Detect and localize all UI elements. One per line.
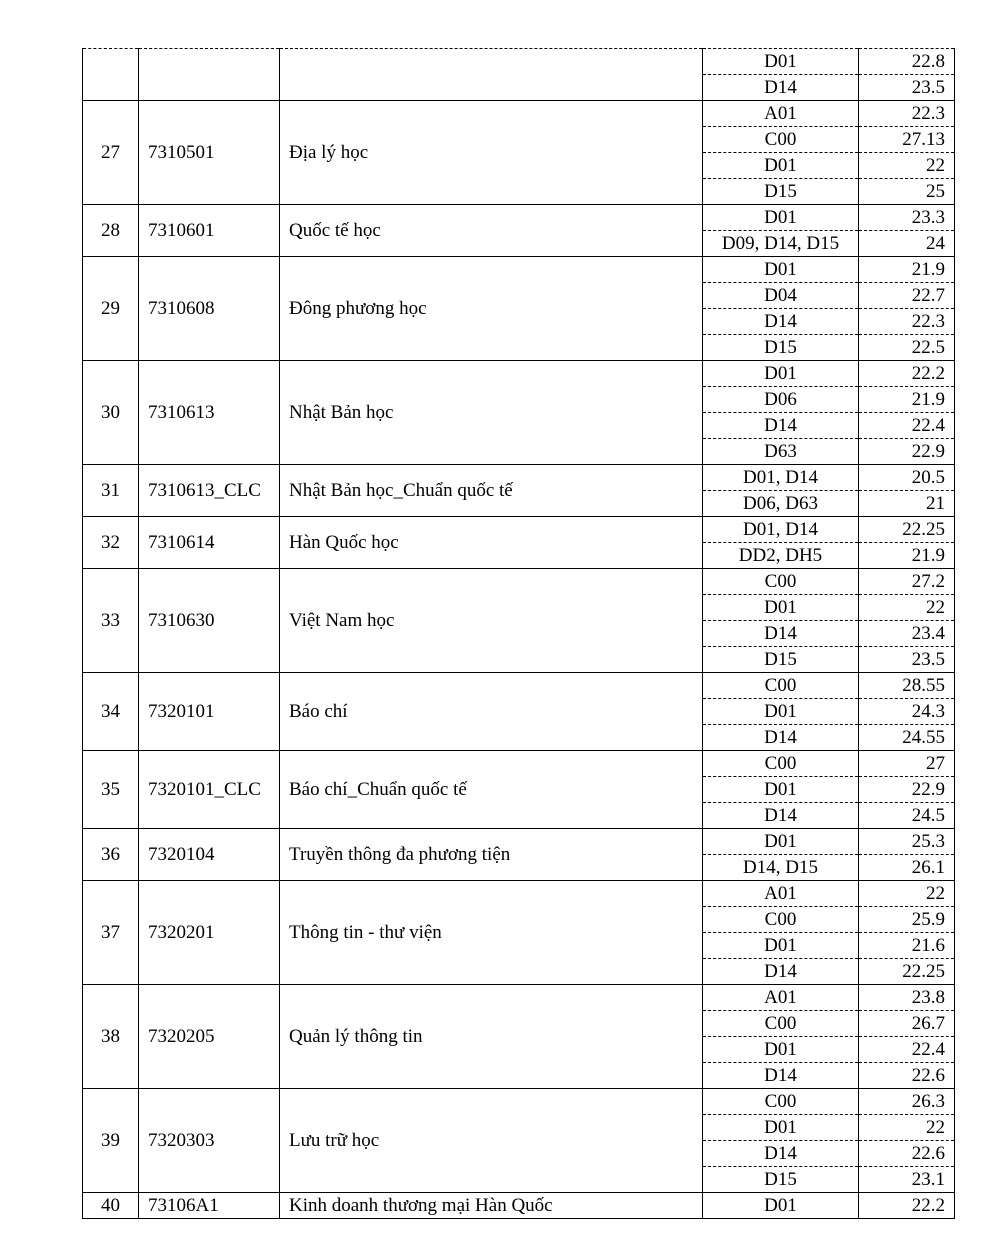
subject-combination: C00 <box>703 907 859 933</box>
subject-combination: D15 <box>703 335 859 361</box>
major-code: 7310608 <box>139 257 280 361</box>
admission-score: 21.9 <box>859 543 955 569</box>
major-index: 27 <box>83 101 139 205</box>
admission-score: 21.9 <box>859 257 955 283</box>
admission-score: 22.3 <box>859 309 955 335</box>
major-name: Thông tin - thư viện <box>280 881 703 985</box>
subject-combination: C00 <box>703 569 859 595</box>
major-name: Kinh doanh thương mại Hàn Quốc <box>280 1193 703 1219</box>
major-index: 29 <box>83 257 139 361</box>
admission-score: 22.2 <box>859 361 955 387</box>
major-index: 28 <box>83 205 139 257</box>
subject-combination: D01 <box>703 933 859 959</box>
major-code: 7310614 <box>139 517 280 569</box>
table-row <box>83 517 955 543</box>
major-index: 38 <box>83 985 139 1089</box>
admission-score: 23.4 <box>859 621 955 647</box>
subject-combination: D14 <box>703 621 859 647</box>
subject-combination: D01 <box>703 205 859 231</box>
admission-score: 24.5 <box>859 803 955 829</box>
subject-combination: D06 <box>703 387 859 413</box>
major-index <box>83 49 139 101</box>
major-name: Nhật Bản học <box>280 361 703 465</box>
table-row <box>83 49 955 75</box>
admission-score: 22.4 <box>859 413 955 439</box>
subject-combination: D14 <box>703 1063 859 1089</box>
admission-score: 22.25 <box>859 959 955 985</box>
major-code: 7310601 <box>139 205 280 257</box>
subject-combination: D01, D14 <box>703 517 859 543</box>
subject-combination: D01 <box>703 361 859 387</box>
admission-score: 22.6 <box>859 1141 955 1167</box>
admission-score: 22 <box>859 153 955 179</box>
admission-score: 22.3 <box>859 101 955 127</box>
subject-combination: D01 <box>703 49 859 75</box>
major-code: 7320101 <box>139 673 280 751</box>
major-code: 7310613 <box>139 361 280 465</box>
admission-score: 22.8 <box>859 49 955 75</box>
major-code: 7310630 <box>139 569 280 673</box>
table-row <box>83 465 955 491</box>
admission-score: 27.2 <box>859 569 955 595</box>
major-name: Báo chí_Chuẩn quốc tế <box>280 751 703 829</box>
table-row <box>83 751 955 777</box>
table-row <box>83 1089 955 1115</box>
subject-combination: C00 <box>703 673 859 699</box>
admission-score: 22 <box>859 1115 955 1141</box>
admission-score-table <box>82 48 955 1219</box>
admission-score: 22.9 <box>859 439 955 465</box>
admission-score: 22.5 <box>859 335 955 361</box>
major-name: Quốc tế học <box>280 205 703 257</box>
subject-combination: D14, D15 <box>703 855 859 881</box>
subject-combination: D14 <box>703 959 859 985</box>
major-index: 34 <box>83 673 139 751</box>
major-code: 7320201 <box>139 881 280 985</box>
major-index: 35 <box>83 751 139 829</box>
subject-combination: D01 <box>703 1115 859 1141</box>
admission-score: 22.9 <box>859 777 955 803</box>
admission-score: 26.7 <box>859 1011 955 1037</box>
table-row <box>83 673 955 699</box>
subject-combination: D06, D63 <box>703 491 859 517</box>
admission-score: 22.4 <box>859 1037 955 1063</box>
subject-combination: A01 <box>703 881 859 907</box>
major-name: Truyền thông đa phương tiện <box>280 829 703 881</box>
major-index: 32 <box>83 517 139 569</box>
major-code <box>139 49 280 101</box>
major-code: 7320205 <box>139 985 280 1089</box>
major-index: 37 <box>83 881 139 985</box>
table-row <box>83 881 955 907</box>
admission-score: 20.5 <box>859 465 955 491</box>
table-row <box>83 101 955 127</box>
table-row <box>83 569 955 595</box>
subject-combination: D14 <box>703 309 859 335</box>
table-row <box>83 1193 955 1219</box>
major-index: 40 <box>83 1193 139 1219</box>
subject-combination: D14 <box>703 725 859 751</box>
table-row <box>83 257 955 283</box>
subject-combination: C00 <box>703 751 859 777</box>
subject-combination: C00 <box>703 1089 859 1115</box>
subject-combination: D01 <box>703 257 859 283</box>
admission-score: 25.3 <box>859 829 955 855</box>
major-code: 7310613_CLC <box>139 465 280 517</box>
table-body <box>83 49 955 1219</box>
subject-combination: A01 <box>703 985 859 1011</box>
admission-score: 23.1 <box>859 1167 955 1193</box>
major-code: 7320104 <box>139 829 280 881</box>
admission-score: 22.25 <box>859 517 955 543</box>
major-name: Địa lý học <box>280 101 703 205</box>
subject-combination: D14 <box>703 413 859 439</box>
admission-score: 22.2 <box>859 1193 955 1219</box>
subject-combination: D01 <box>703 1193 859 1219</box>
subject-combination: D04 <box>703 283 859 309</box>
subject-combination: D15 <box>703 647 859 673</box>
major-name <box>280 49 703 101</box>
admission-score: 28.55 <box>859 673 955 699</box>
major-name: Quản lý thông tin <box>280 985 703 1089</box>
subject-combination: D01 <box>703 1037 859 1063</box>
subject-combination: D01 <box>703 829 859 855</box>
major-code: 73106A1 <box>139 1193 280 1219</box>
major-code: 7320101_CLC <box>139 751 280 829</box>
admission-score: 24.3 <box>859 699 955 725</box>
subject-combination: D01 <box>703 777 859 803</box>
major-name: Đông phương học <box>280 257 703 361</box>
admission-score: 23.5 <box>859 75 955 101</box>
major-name: Việt Nam học <box>280 569 703 673</box>
admission-score: 27.13 <box>859 127 955 153</box>
admission-score-page <box>82 48 954 1219</box>
subject-combination: D15 <box>703 179 859 205</box>
admission-score: 26.3 <box>859 1089 955 1115</box>
admission-score: 25.9 <box>859 907 955 933</box>
major-index: 31 <box>83 465 139 517</box>
subject-combination: D01, D14 <box>703 465 859 491</box>
subject-combination: D01 <box>703 595 859 621</box>
major-code: 7310501 <box>139 101 280 205</box>
admission-score: 23.3 <box>859 205 955 231</box>
subject-combination: D01 <box>703 153 859 179</box>
major-index: 36 <box>83 829 139 881</box>
subject-combination: D01 <box>703 699 859 725</box>
admission-score: 21 <box>859 491 955 517</box>
subject-combination: D14 <box>703 803 859 829</box>
admission-score: 22 <box>859 881 955 907</box>
admission-score: 22.7 <box>859 283 955 309</box>
subject-combination: D14 <box>703 75 859 101</box>
subject-combination: D63 <box>703 439 859 465</box>
admission-score: 26.1 <box>859 855 955 881</box>
table-row <box>83 829 955 855</box>
major-index: 30 <box>83 361 139 465</box>
admission-score: 23.5 <box>859 647 955 673</box>
table-row <box>83 205 955 231</box>
subject-combination: DD2, DH5 <box>703 543 859 569</box>
major-name: Báo chí <box>280 673 703 751</box>
admission-score: 22.6 <box>859 1063 955 1089</box>
subject-combination: A01 <box>703 101 859 127</box>
subject-combination: D09, D14, D15 <box>703 231 859 257</box>
admission-score: 23.8 <box>859 985 955 1011</box>
major-index: 39 <box>83 1089 139 1193</box>
subject-combination: C00 <box>703 127 859 153</box>
subject-combination: D15 <box>703 1167 859 1193</box>
table-row <box>83 985 955 1011</box>
major-index: 33 <box>83 569 139 673</box>
major-code: 7320303 <box>139 1089 280 1193</box>
admission-score: 24.55 <box>859 725 955 751</box>
subject-combination: D14 <box>703 1141 859 1167</box>
admission-score: 21.9 <box>859 387 955 413</box>
admission-score: 25 <box>859 179 955 205</box>
table-row <box>83 361 955 387</box>
admission-score: 21.6 <box>859 933 955 959</box>
major-name: Lưu trữ học <box>280 1089 703 1193</box>
admission-score: 24 <box>859 231 955 257</box>
major-name: Nhật Bản học_Chuẩn quốc tế <box>280 465 703 517</box>
subject-combination: C00 <box>703 1011 859 1037</box>
admission-score: 22 <box>859 595 955 621</box>
admission-score: 27 <box>859 751 955 777</box>
major-name: Hàn Quốc học <box>280 517 703 569</box>
